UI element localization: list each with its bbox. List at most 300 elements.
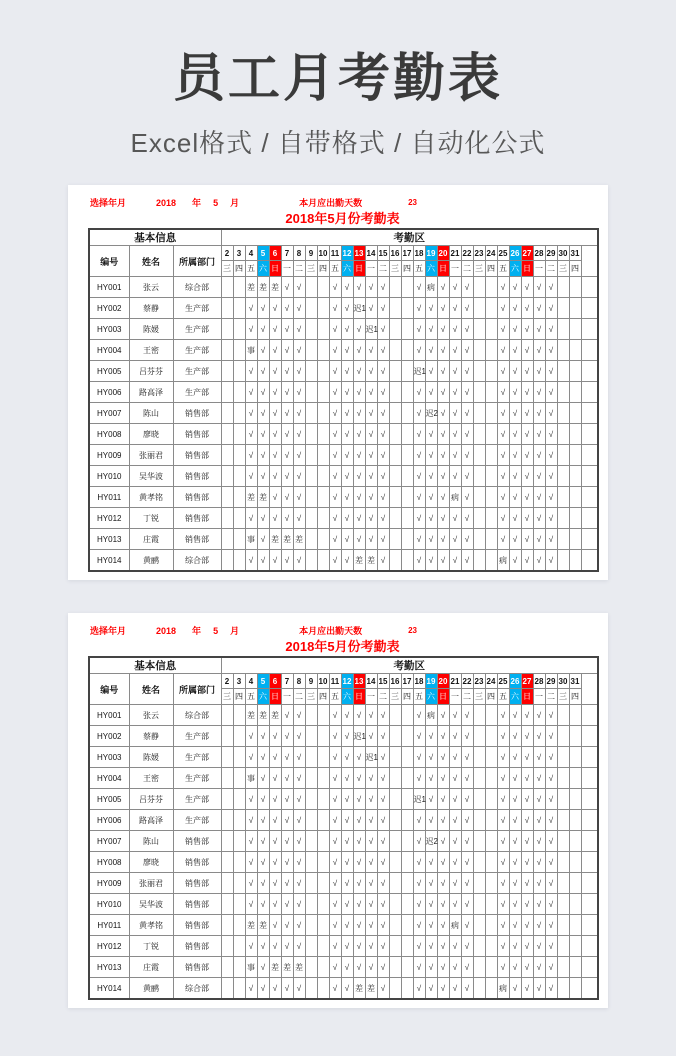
attendance-cell-HY003-day9 [305, 747, 317, 768]
attendance-cell-HY009-day2 [221, 445, 233, 466]
attendance-cell-HY001-day9 [305, 705, 317, 726]
attendance-cell-HY001-day19: 病 [425, 277, 437, 298]
attendance-cell-HY008-day8: √ [293, 852, 305, 873]
attendance-cell-HY008-day9 [305, 852, 317, 873]
attendance-cell-HY008-day19: √ [425, 852, 437, 873]
attendance-cell-HY014-day29: √ [545, 550, 557, 572]
attendance-cell-HY013-day24 [485, 957, 497, 978]
attendance-cell-HY007-day7: √ [281, 403, 293, 424]
attendance-cell-HY003-day22: √ [461, 319, 473, 340]
day-header-8: 8 [293, 674, 305, 689]
day-header-11: 11 [329, 246, 341, 261]
weekday-header-12: 六 [341, 261, 353, 277]
employee-id-cell: HY005 [89, 789, 129, 810]
attendance-cell-HY006-day31 [569, 382, 581, 403]
attendance-cell-HY004-day28: √ [533, 768, 545, 789]
attendance-cell-HY012-day25: √ [497, 936, 509, 957]
attendance-cell-HY001-day24 [485, 277, 497, 298]
attendance-cell-HY001-day19: 病 [425, 705, 437, 726]
attendance-cell-HY014-day2 [221, 550, 233, 572]
attendance-cell-HY009-day30 [557, 873, 569, 894]
attendance-cell-HY010-day9 [305, 466, 317, 487]
attendance-cell-HY008-day3 [233, 852, 245, 873]
attendance-cell-HY004-day29: √ [545, 340, 557, 361]
attendance-cell-HY010-day29: √ [545, 466, 557, 487]
day-header-4: 4 [245, 246, 257, 261]
attendance-cell-HY012-day19: √ [425, 936, 437, 957]
weekday-header-23: 三 [473, 689, 485, 705]
attendance-cell-HY006-day11: √ [329, 382, 341, 403]
attendance-cell-HY005-day30 [557, 789, 569, 810]
day-header-7: 7 [281, 246, 293, 261]
attendance-cell-HY012-day15: √ [377, 508, 389, 529]
attendance-cell-HY009-day26: √ [509, 445, 521, 466]
employee-name-cell: 王密 [129, 340, 173, 361]
attendance-cell-HY009-day11: √ [329, 445, 341, 466]
attendance-cell-HY008-day20: √ [437, 852, 449, 873]
trailing-empty-cell [581, 957, 598, 978]
attendance-cell-HY011-day17 [401, 915, 413, 936]
attendance-cell-HY006-day13: √ [353, 382, 365, 403]
weekday-header-17: 四 [401, 261, 413, 277]
attendance-cell-HY014-day15: √ [377, 550, 389, 572]
attendance-cell-HY007-day26: √ [509, 831, 521, 852]
attendance-cell-HY003-day31 [569, 747, 581, 768]
attendance-cell-HY001-day10 [317, 705, 329, 726]
day-header-18: 18 [413, 674, 425, 689]
attendance-cell-HY008-day7: √ [281, 852, 293, 873]
attendance-cell-HY006-day21: √ [449, 382, 461, 403]
weekday-header-21: 一 [449, 689, 461, 705]
attendance-cell-HY002-day26: √ [509, 726, 521, 747]
col-header-id: 编号 [89, 674, 129, 705]
day-header-9: 9 [305, 674, 317, 689]
attendance-cell-HY003-day27: √ [521, 319, 533, 340]
weekday-header-14: 一 [365, 261, 377, 277]
attendance-cell-HY003-day12: √ [341, 319, 353, 340]
attendance-cell-HY007-day23 [473, 831, 485, 852]
attendance-cell-HY011-day11: √ [329, 915, 341, 936]
attendance-cell-HY001-day29: √ [545, 277, 557, 298]
attendance-cell-HY014-day13: 差 [353, 550, 365, 572]
trailing-empty-cell [581, 466, 598, 487]
attendance-cell-HY009-day8: √ [293, 873, 305, 894]
attendance-cell-HY009-day21: √ [449, 873, 461, 894]
attendance-cell-HY004-day18: √ [413, 768, 425, 789]
workdays-label: 本月应出勤天数 [299, 198, 363, 208]
attendance-cell-HY006-day4: √ [245, 382, 257, 403]
attendance-cell-HY009-day22: √ [461, 873, 473, 894]
attendance-cell-HY010-day11: √ [329, 466, 341, 487]
attendance-cell-HY006-day22: √ [461, 810, 473, 831]
weekday-header-9: 三 [305, 689, 317, 705]
attendance-cell-HY011-day22: √ [461, 915, 473, 936]
attendance-cell-HY007-day5: √ [257, 403, 269, 424]
attendance-cell-HY002-day23 [473, 298, 485, 319]
attendance-cell-HY009-day25: √ [497, 873, 509, 894]
attendance-cell-HY001-day5: 差 [257, 277, 269, 298]
attendance-cell-HY010-day6: √ [269, 894, 281, 915]
weekday-header-20: 日 [437, 261, 449, 277]
attendance-cell-HY005-day2 [221, 361, 233, 382]
employee-id-cell: HY013 [89, 957, 129, 978]
attendance-cell-HY008-day31 [569, 424, 581, 445]
attendance-cell-HY010-day26: √ [509, 466, 521, 487]
attendance-cell-HY010-day31 [569, 466, 581, 487]
attendance-cell-HY009-day17 [401, 445, 413, 466]
day-header-8: 8 [293, 246, 305, 261]
day-header-19: 19 [425, 246, 437, 261]
employee-name-cell: 庄霞 [129, 529, 173, 550]
attendance-cell-HY010-day5: √ [257, 466, 269, 487]
attendance-cell-HY004-day23 [473, 340, 485, 361]
attendance-cell-HY003-day26: √ [509, 319, 521, 340]
attendance-cell-HY001-day9 [305, 277, 317, 298]
employee-row-HY004 [89, 768, 598, 789]
attendance-cell-HY010-day31 [569, 894, 581, 915]
attendance-cell-HY012-day10 [317, 508, 329, 529]
weekday-header-17: 四 [401, 689, 413, 705]
attendance-cell-HY012-day7: √ [281, 936, 293, 957]
attendance-cell-HY011-day10 [317, 487, 329, 508]
attendance-cell-HY005-day14: √ [365, 361, 377, 382]
attendance-cell-HY003-day13: √ [353, 319, 365, 340]
trailing-empty-cell [581, 382, 598, 403]
attendance-cell-HY013-day4: 事 [245, 529, 257, 550]
attendance-cell-HY014-day26: √ [509, 978, 521, 1000]
attendance-cell-HY011-day26: √ [509, 487, 521, 508]
employee-name-cell: 张云 [129, 705, 173, 726]
attendance-cell-HY006-day12: √ [341, 810, 353, 831]
attendance-cell-HY002-day15: √ [377, 298, 389, 319]
attendance-cell-HY008-day27: √ [521, 852, 533, 873]
weekday-header-2: 三 [221, 261, 233, 277]
attendance-cell-HY007-day19: 迟2 [425, 403, 437, 424]
attendance-cell-HY004-day23 [473, 768, 485, 789]
attendance-cell-HY013-day6: 差 [269, 529, 281, 550]
day-header-28: 28 [533, 246, 545, 261]
attendance-cell-HY004-day5: √ [257, 340, 269, 361]
attendance-cell-HY003-day22: √ [461, 747, 473, 768]
attendance-cell-HY012-day22: √ [461, 508, 473, 529]
attendance-cell-HY014-day8: √ [293, 550, 305, 572]
attendance-cell-HY013-day3 [233, 957, 245, 978]
attendance-cell-HY006-day20: √ [437, 810, 449, 831]
attendance-cell-HY001-day13: √ [353, 277, 365, 298]
attendance-cell-HY010-day4: √ [245, 466, 257, 487]
attendance-cell-HY002-day7: √ [281, 298, 293, 319]
attendance-cell-HY005-day17 [401, 789, 413, 810]
attendance-cell-HY010-day18: √ [413, 894, 425, 915]
attendance-cell-HY010-day22: √ [461, 466, 473, 487]
attendance-cell-HY007-day11: √ [329, 831, 341, 852]
attendance-cell-HY011-day17 [401, 487, 413, 508]
attendance-cell-HY006-day9 [305, 382, 317, 403]
attendance-cell-HY011-day19: √ [425, 915, 437, 936]
attendance-cell-HY003-day2 [221, 319, 233, 340]
attendance-cell-HY005-day22: √ [461, 789, 473, 810]
attendance-cell-HY006-day15: √ [377, 810, 389, 831]
weekday-header-9: 三 [305, 261, 317, 277]
attendance-cell-HY004-day21: √ [449, 768, 461, 789]
attendance-cell-HY007-day22: √ [461, 831, 473, 852]
attendance-cell-HY008-day2 [221, 852, 233, 873]
attendance-cell-HY012-day21: √ [449, 508, 461, 529]
attendance-cell-HY001-day14: √ [365, 705, 377, 726]
day-header-11: 11 [329, 674, 341, 689]
attendance-cell-HY007-day16 [389, 831, 401, 852]
attendance-cell-HY009-day5: √ [257, 873, 269, 894]
attendance-cell-HY007-day10 [317, 831, 329, 852]
weekday-header-13: 日 [353, 261, 365, 277]
attendance-cell-HY011-day20: √ [437, 487, 449, 508]
day-header-21: 21 [449, 246, 461, 261]
attendance-cell-HY004-day31 [569, 768, 581, 789]
attendance-cell-HY003-day18: √ [413, 747, 425, 768]
attendance-cell-HY006-day18: √ [413, 810, 425, 831]
attendance-cell-HY013-day26: √ [509, 957, 521, 978]
weekday-header-3: 四 [233, 261, 245, 277]
attendance-cell-HY014-day22: √ [461, 978, 473, 1000]
attendance-cell-HY004-day12: √ [341, 340, 353, 361]
employee-row-HY008 [89, 424, 598, 445]
attendance-cell-HY012-day30 [557, 508, 569, 529]
trailing-empty-cell [581, 789, 598, 810]
attendance-cell-HY003-day14: 迟1 [365, 319, 377, 340]
workdays-value: 23 [408, 198, 418, 207]
employee-dept-cell: 销售部 [173, 915, 221, 936]
attendance-cell-HY006-day25: √ [497, 810, 509, 831]
attendance-cell-HY001-day14: √ [365, 277, 377, 298]
attendance-cell-HY013-day25: √ [497, 529, 509, 550]
attendance-cell-HY012-day30 [557, 936, 569, 957]
attendance-cell-HY012-day24 [485, 508, 497, 529]
attendance-cell-HY003-day5: √ [257, 319, 269, 340]
attendance-cell-HY010-day3 [233, 466, 245, 487]
attendance-cell-HY014-day16 [389, 978, 401, 1000]
attendance-cell-HY004-day8: √ [293, 768, 305, 789]
attendance-cell-HY009-day17 [401, 873, 413, 894]
employee-id-cell: HY014 [89, 550, 129, 572]
employee-id-cell: HY006 [89, 382, 129, 403]
attendance-cell-HY005-day29: √ [545, 789, 557, 810]
day-header-18: 18 [413, 246, 425, 261]
attendance-cell-HY009-day14: √ [365, 445, 377, 466]
attendance-cell-HY012-day31 [569, 508, 581, 529]
attendance-cell-HY014-day22: √ [461, 550, 473, 572]
employee-dept-cell: 销售部 [173, 957, 221, 978]
attendance-cell-HY008-day26: √ [509, 852, 521, 873]
attendance-cell-HY006-day8: √ [293, 382, 305, 403]
attendance-area-header: 考勤区 [221, 229, 598, 246]
attendance-cell-HY002-day20: √ [437, 726, 449, 747]
attendance-cell-HY007-day2 [221, 403, 233, 424]
attendance-cell-HY002-day24 [485, 298, 497, 319]
weekday-header-22: 二 [461, 261, 473, 277]
employee-id-cell: HY012 [89, 936, 129, 957]
attendance-cell-HY011-day6: √ [269, 915, 281, 936]
attendance-cell-HY006-day16 [389, 810, 401, 831]
employee-name-cell: 丁锐 [129, 936, 173, 957]
attendance-cell-HY004-day2 [221, 768, 233, 789]
attendance-cell-HY001-day5: 差 [257, 705, 269, 726]
day-header-21: 21 [449, 674, 461, 689]
attendance-cell-HY005-day16 [389, 361, 401, 382]
day-header-22: 22 [461, 246, 473, 261]
day-header-26: 26 [509, 246, 521, 261]
attendance-cell-HY005-day4: √ [245, 789, 257, 810]
attendance-cell-HY012-day17 [401, 936, 413, 957]
attendance-cell-HY009-day3 [233, 873, 245, 894]
trailing-empty-cell [581, 424, 598, 445]
trailing-empty-cell [581, 705, 598, 726]
attendance-cell-HY007-day25: √ [497, 403, 509, 424]
employee-row-HY009 [89, 873, 598, 894]
attendance-cell-HY007-day14: √ [365, 403, 377, 424]
day-header-2: 2 [221, 246, 233, 261]
weekday-header-31: 四 [569, 689, 581, 705]
attendance-cell-HY011-day8: √ [293, 915, 305, 936]
attendance-cell-HY002-day3 [233, 298, 245, 319]
attendance-cell-HY010-day23 [473, 894, 485, 915]
attendance-cell-HY006-day24 [485, 810, 497, 831]
page-subtitle: Excel格式 / 自带格式 / 自动化公式 [130, 128, 546, 158]
attendance-cell-HY011-day15: √ [377, 487, 389, 508]
attendance-cell-HY003-day17 [401, 319, 413, 340]
attendance-cell-HY002-day8: √ [293, 298, 305, 319]
attendance-cell-HY003-day13: √ [353, 747, 365, 768]
trailing-empty-header [581, 674, 598, 705]
employee-row-HY012 [89, 936, 598, 957]
weekday-header-15: 二 [377, 689, 389, 705]
attendance-cell-HY011-day26: √ [509, 915, 521, 936]
attendance-cell-HY009-day10 [317, 445, 329, 466]
attendance-cell-HY002-day18: √ [413, 726, 425, 747]
attendance-cell-HY012-day5: √ [257, 508, 269, 529]
day-header-24: 24 [485, 246, 497, 261]
attendance-cell-HY008-day23 [473, 424, 485, 445]
attendance-cell-HY006-day11: √ [329, 810, 341, 831]
attendance-cell-HY003-day23 [473, 747, 485, 768]
attendance-cell-HY013-day5: √ [257, 957, 269, 978]
attendance-cell-HY001-day4: 差 [245, 705, 257, 726]
month-value: 5 [213, 625, 219, 636]
attendance-cell-HY006-day29: √ [545, 810, 557, 831]
weekday-header-21: 一 [449, 261, 461, 277]
attendance-cell-HY011-day14: √ [365, 487, 377, 508]
attendance-table [88, 228, 599, 572]
attendance-cell-HY003-day18: √ [413, 319, 425, 340]
attendance-cell-HY011-day23 [473, 915, 485, 936]
attendance-cell-HY001-day21: √ [449, 705, 461, 726]
attendance-cell-HY007-day30 [557, 831, 569, 852]
employee-name-cell: 吴华波 [129, 466, 173, 487]
weekday-header-12: 六 [341, 689, 353, 705]
attendance-cell-HY013-day23 [473, 529, 485, 550]
attendance-cell-HY010-day24 [485, 466, 497, 487]
attendance-cell-HY013-day22: √ [461, 957, 473, 978]
attendance-cell-HY014-day7: √ [281, 550, 293, 572]
attendance-cell-HY007-day6: √ [269, 403, 281, 424]
employee-dept-cell: 生产部 [173, 340, 221, 361]
trailing-empty-cell [581, 340, 598, 361]
employee-row-HY007 [89, 403, 598, 424]
employee-name-cell: 丁锐 [129, 508, 173, 529]
day-header-9: 9 [305, 246, 317, 261]
attendance-cell-HY006-day23 [473, 382, 485, 403]
weekday-header-26: 六 [509, 689, 521, 705]
attendance-cell-HY001-day17 [401, 277, 413, 298]
attendance-cell-HY001-day2 [221, 705, 233, 726]
attendance-cell-HY002-day4: √ [245, 726, 257, 747]
attendance-cell-HY011-day24 [485, 915, 497, 936]
day-header-27: 27 [521, 246, 533, 261]
attendance-cell-HY014-day25: 病 [497, 550, 509, 572]
employee-dept-cell: 生产部 [173, 810, 221, 831]
attendance-cell-HY007-day11: √ [329, 403, 341, 424]
attendance-cell-HY003-day11: √ [329, 319, 341, 340]
attendance-cell-HY001-day6: 差 [269, 277, 281, 298]
attendance-cell-HY004-day11: √ [329, 768, 341, 789]
attendance-cell-HY009-day23 [473, 445, 485, 466]
day-header-6: 6 [269, 246, 281, 261]
attendance-cell-HY012-day8: √ [293, 936, 305, 957]
attendance-cell-HY013-day9 [305, 529, 317, 550]
attendance-cell-HY004-day26: √ [509, 340, 521, 361]
attendance-cell-HY001-day29: √ [545, 705, 557, 726]
attendance-cell-HY005-day31 [569, 789, 581, 810]
attendance-cell-HY009-day7: √ [281, 445, 293, 466]
select-yearmonth-label: 选择年月 [90, 626, 127, 636]
attendance-cell-HY013-day23 [473, 957, 485, 978]
attendance-cell-HY013-day2 [221, 529, 233, 550]
attendance-cell-HY001-day12: √ [341, 277, 353, 298]
attendance-cell-HY010-day6: √ [269, 466, 281, 487]
employee-row-HY002 [89, 726, 598, 747]
attendance-cell-HY009-day3 [233, 445, 245, 466]
attendance-cell-HY005-day27: √ [521, 789, 533, 810]
attendance-cell-HY008-day5: √ [257, 852, 269, 873]
attendance-cell-HY001-day3 [233, 277, 245, 298]
attendance-cell-HY011-day22: √ [461, 487, 473, 508]
attendance-cell-HY009-day9 [305, 873, 317, 894]
trailing-empty-cell [581, 726, 598, 747]
attendance-cell-HY011-day13: √ [353, 915, 365, 936]
attendance-cell-HY014-day20: √ [437, 550, 449, 572]
attendance-cell-HY006-day2 [221, 810, 233, 831]
attendance-cell-HY007-day15: √ [377, 403, 389, 424]
attendance-cell-HY012-day4: √ [245, 508, 257, 529]
attendance-cell-HY013-day21: √ [449, 957, 461, 978]
attendance-cell-HY005-day6: √ [269, 361, 281, 382]
attendance-cell-HY009-day30 [557, 445, 569, 466]
employee-id-cell: HY003 [89, 747, 129, 768]
attendance-cell-HY007-day26: √ [509, 403, 521, 424]
attendance-cell-HY003-day9 [305, 319, 317, 340]
attendance-cell-HY013-day22: √ [461, 529, 473, 550]
attendance-cell-HY011-day5: 差 [257, 915, 269, 936]
day-header-23: 23 [473, 674, 485, 689]
attendance-cell-HY008-day6: √ [269, 852, 281, 873]
attendance-cell-HY012-day3 [233, 508, 245, 529]
trailing-empty-cell [581, 978, 598, 1000]
employee-dept-cell: 生产部 [173, 768, 221, 789]
attendance-cell-HY012-day21: √ [449, 936, 461, 957]
attendance-cell-HY014-day18: √ [413, 550, 425, 572]
attendance-cell-HY008-day3 [233, 424, 245, 445]
attendance-cell-HY014-day28: √ [533, 550, 545, 572]
attendance-cell-HY006-day3 [233, 382, 245, 403]
